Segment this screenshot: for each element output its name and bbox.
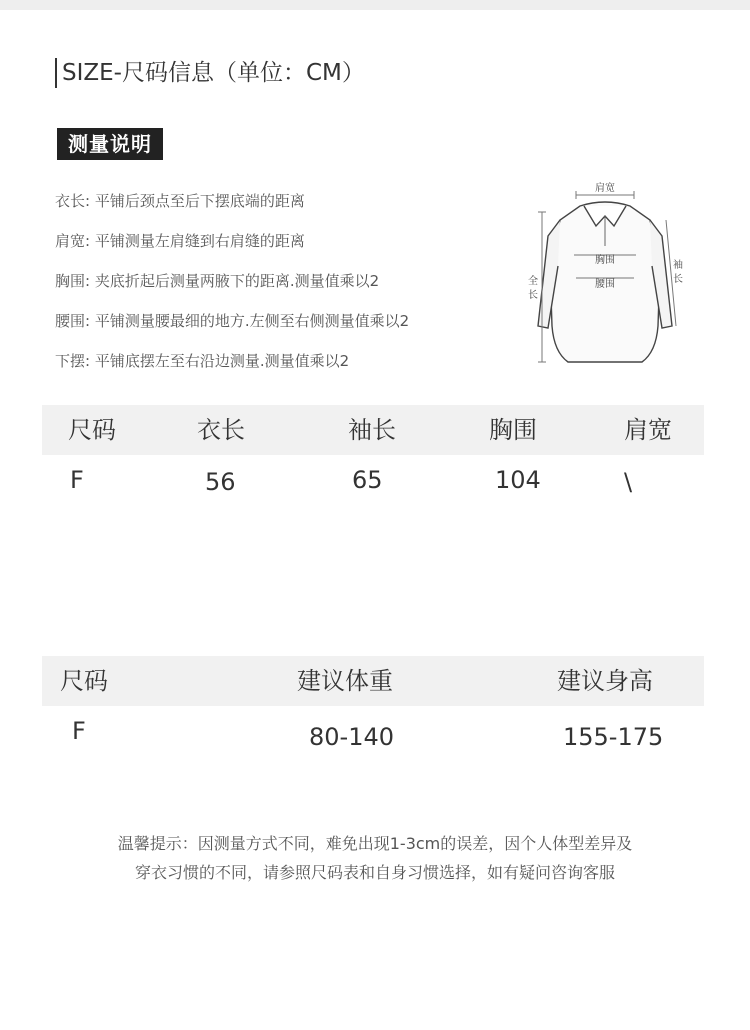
instruction-hem: 下摆: 平铺底摆左至右沿边测量.测量值乘以2: [55, 352, 350, 370]
sleeve-label-1: 袖: [673, 260, 683, 271]
header-size: 尺码: [60, 667, 108, 695]
cell-size: F: [70, 466, 84, 494]
instruction-chest: 胸围: 夹底折起后测量两腋下的距离.测量值乘以2: [55, 272, 380, 290]
table-row: [42, 455, 704, 515]
footer-line-1: 温馨提示：因测量方式不同，难免出现1-3cm的误差，因个人体型差异及: [117, 834, 633, 853]
sleeve-label-2: 长: [673, 274, 683, 285]
header-sleeve: 袖长: [348, 416, 396, 444]
weight-height-table: [42, 656, 704, 766]
full-length-label-2: 长: [528, 290, 538, 301]
cell-sleeve: 65: [352, 466, 383, 494]
weight-table-header: [42, 656, 704, 706]
header-length: 衣长: [197, 416, 245, 444]
chest-label: 胸围: [595, 255, 615, 266]
header-size: 尺码: [68, 416, 116, 444]
page-title: SIZE-尺码信息（单位：CM）: [55, 58, 365, 88]
header-weight: 建议体重: [297, 667, 393, 695]
header-height: 建议身高: [557, 667, 653, 695]
waist-label: 腰围: [595, 279, 615, 290]
cell-shoulder: \: [624, 468, 633, 496]
size-table: [42, 405, 704, 515]
full-length-label-1: 全: [528, 276, 538, 287]
shoulder-label: 肩宽: [595, 183, 615, 194]
instruction-list: [55, 188, 525, 388]
cell-weight: 80-140: [309, 723, 395, 751]
cell-height: 155-175: [563, 723, 664, 751]
instruction-waist: 腰围: 平铺测量腰最细的地方.左侧至右侧测量值乘以2: [55, 312, 410, 330]
footer-note: [0, 829, 750, 887]
cell-size: F: [72, 717, 86, 745]
cell-chest: 104: [495, 466, 541, 494]
size-table-header: [42, 405, 704, 455]
dress-diagram: [518, 176, 694, 372]
table-row: [42, 706, 704, 766]
header-chest: 胸围: [489, 416, 537, 444]
footer-line-2: 穿衣习惯的不同，请参照尺码表和自身习惯选择，如有疑问咨询客服: [134, 863, 615, 882]
instruction-shoulder: 肩宽: 平铺测量左肩缝到右肩缝的距离: [55, 232, 305, 250]
top-band: [0, 0, 750, 10]
instruction-length: 衣长: 平铺后颈点至后下摆底端的距离: [55, 192, 305, 210]
cell-length: 56: [205, 468, 236, 496]
header-shoulder: 肩宽: [624, 416, 672, 444]
measure-badge: 测量说明: [57, 128, 163, 160]
